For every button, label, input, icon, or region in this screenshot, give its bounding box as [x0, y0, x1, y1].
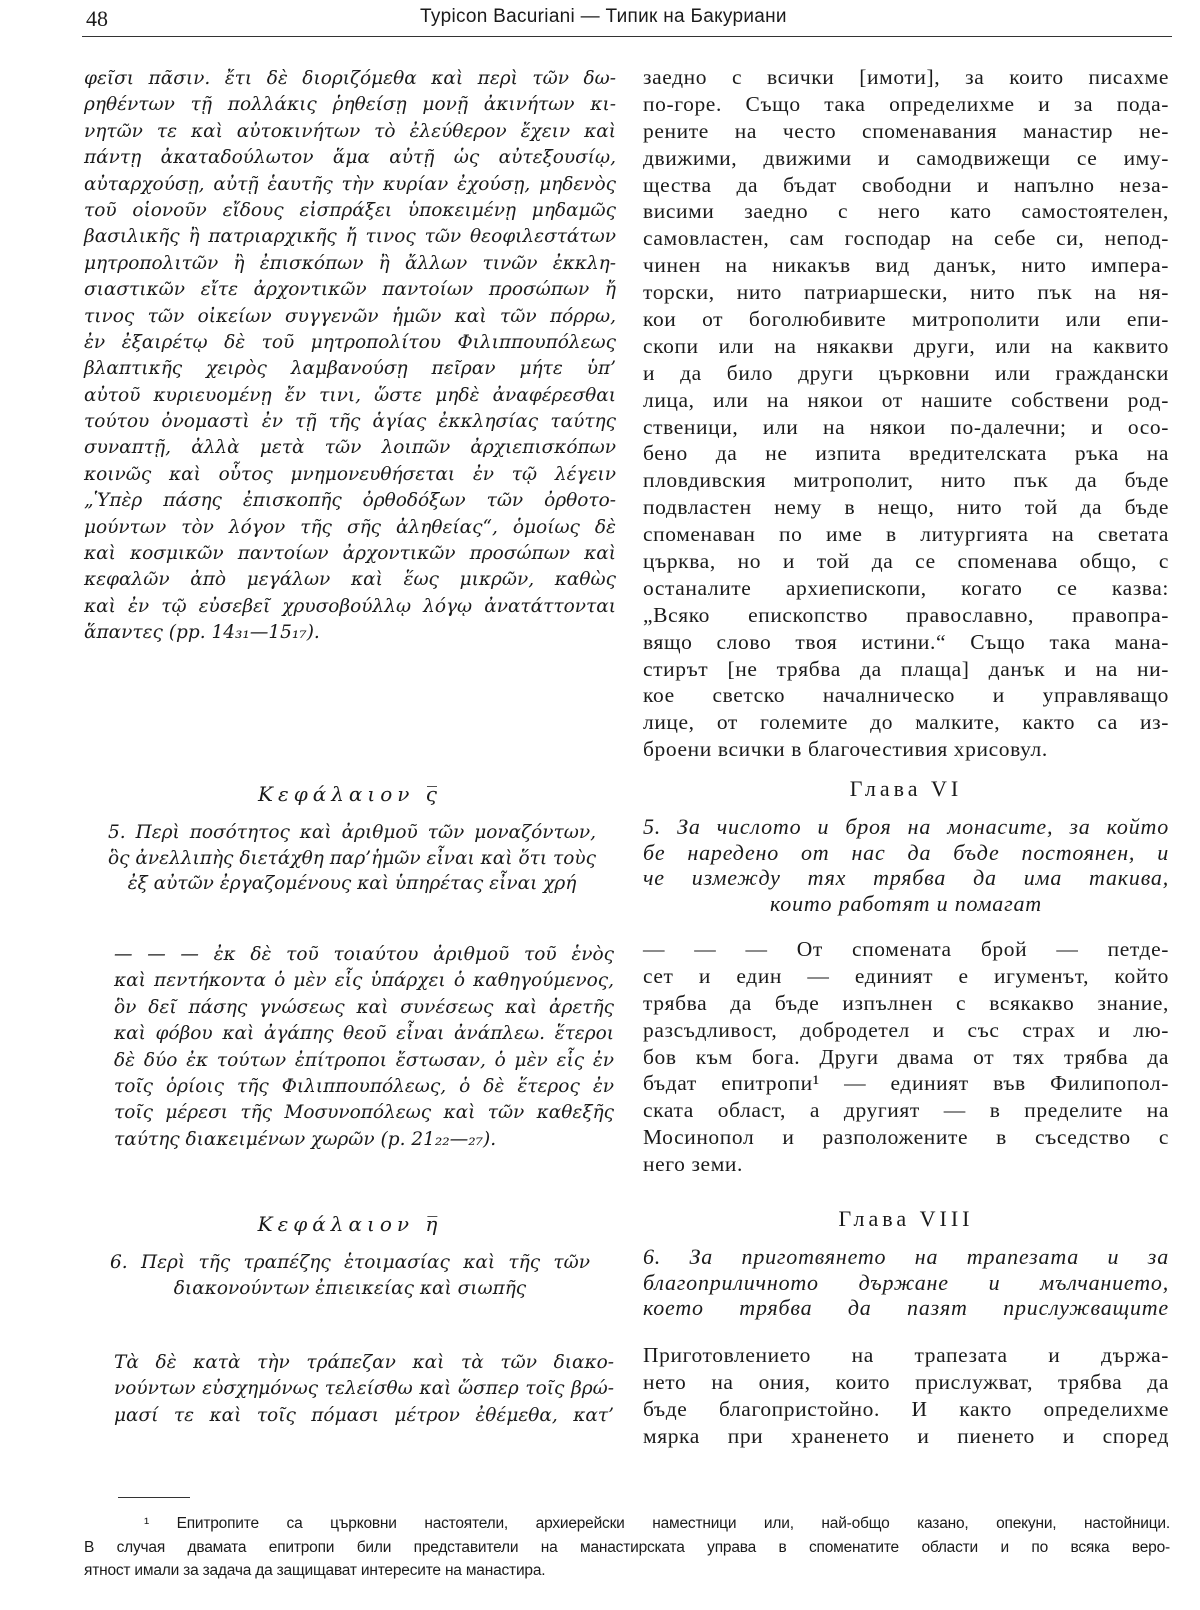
bulgarian-chapter-8-title — [643, 1244, 1169, 1321]
text-line: τοῖς μέρεσι τῆς Μοσυνοπόλεως καὶ τῶν καθεξῆς — [114, 1102, 614, 1124]
text-line: торски, нито патриаршески, нито пък на ня- — [643, 280, 1169, 305]
text-line: ἐξ αὐτῶν ἐργαζομένους καὶ ὑπηρέτας εἶναι χρή — [127, 873, 577, 894]
text-line: че измежду тях трябва да има такива, — [643, 865, 1169, 890]
text-line: μητροπολιτῶν ἢ ἐπισκόπων ἢ ἄλλων τινῶν ἐκκλη- — [84, 252, 616, 274]
text-line: νούντων εὐσχημόνως τελείσθω καὶ ὥσπερ τοῖς βρώ- — [114, 1378, 614, 1400]
text-line: ταύτης διακειμένων χωρῶν (p. 21₂₂—₂₇). — [114, 1128, 497, 1150]
text-line: и да било други църковни или граждански — [643, 360, 1169, 385]
text-line: останалите архиепископи, когато се казва: — [643, 575, 1169, 600]
text-line: πάντῃ ἀκαταδούλωτον ἅμα αὐτῇ ὡς αὐτεξουσίῳ, — [84, 147, 616, 169]
text-line: разсъдливост, добродетел и със страх и лю- — [643, 1017, 1169, 1042]
text-line: което трябва да пазят прислужващите — [643, 1295, 1169, 1320]
text-line: διακονούντων ἐπιεικείας καὶ σιωπῆς — [173, 1277, 527, 1299]
text-line: подвластен нему в нещо, нито той да бъде — [643, 495, 1169, 520]
text-line: τοῖς ὁρίοις τῆς Φιλιππουπόλεως, ὁ δὲ ἕτερος ἐν — [114, 1075, 614, 1097]
text-line: ятност имали за задача да защищават интересите на манастира. — [84, 1562, 546, 1579]
text-line: В случая двамата епитропи били представители на манастирската управа в споменатите области и по всяка веро- — [84, 1538, 1170, 1556]
text-line: κεφαλῶν ἀπὸ μεγάλων καὶ ἕως μικρῶν, καθὼς — [84, 569, 616, 591]
text-line: които работят и помагат — [770, 890, 1042, 916]
text-line: καὶ πεντήκοντα ὁ μὲν εἷς ὑπάρχει ὁ καθηγούμενος, — [114, 970, 614, 992]
text-line: καὶ φόβου καὶ ἀγάπης θεοῦ εἶναι ἀνάπλεω. ἕτεροι — [114, 1023, 614, 1045]
text-line: μούντων τὸν λόγον τῆς σῆς ἀληθείας“, ὁμοίως δὲ — [84, 516, 616, 538]
text-line: скопи или на някакви други, или на каквито — [643, 333, 1169, 358]
text-line: лице, от големите до малките, както са из- — [643, 710, 1169, 735]
bulgarian-chapter-6-heading: Глава VI — [849, 776, 963, 801]
text-line: Приготовлението на трапезата и държа- — [643, 1343, 1169, 1367]
text-line: самовластен, сам господар на себе си, непод- — [643, 226, 1169, 251]
greek-paragraph-1 — [84, 66, 616, 647]
text-line: Τὰ δὲ κατὰ τὴν τράπεζαν καὶ τὰ τῶν διακο- — [114, 1352, 614, 1373]
text-line: църква, но и той да се споменава общо, с — [643, 549, 1169, 574]
text-line: 6. Περὶ τῆς τραπέζης ἑτοιμασίας καὶ τῆς τῶν — [110, 1252, 590, 1273]
text-line: ἐν ἐξαιρέτῳ δὲ τοῦ μητροπολίτου Φιλιππουπόλεως — [84, 331, 616, 353]
text-line: трябва да бъде изпълнен с всякакво знание, — [643, 990, 1169, 1015]
text-line: щества да бъдат свободни и напълно неза- — [643, 172, 1169, 197]
text-line: стирът [не трябва да плаща] данък и на ни- — [643, 656, 1169, 681]
text-line: броени всички в благочестивия хрисовул. — [643, 737, 1048, 762]
greek-chapter-6-heading: Κεφάλαιον ς̅ — [258, 782, 442, 806]
text-line: 6. За приготвянето на трапезата и за — [643, 1244, 1169, 1269]
text-line: ¹ Епитропите са църковни настоятели, архиерейски наместници или, най-общо казано, опекуни, настойници. — [144, 1515, 1170, 1532]
text-line: αὐταρχούσῃ, αὐτῇ ἑαυτῆς τὴν κυρίαν ἐχούσῃ, μηδενὸς — [84, 173, 616, 195]
text-line: рените на често споменавания манастир не- — [643, 118, 1169, 143]
greek-paragraph-3 — [114, 1350, 614, 1429]
text-line: φεῖσι πᾶσιν. ἔτι δὲ διοριζόμεθα καὶ περὶ τῶν δω- — [84, 68, 616, 89]
text-line: τοῦ οἱονοῦν εἴδους εἰσπράξει ὑποκειμένῃ μηδαμῶς — [84, 199, 616, 221]
text-line: чинен на никакъв вид данък, нито импера- — [643, 253, 1169, 278]
bulgarian-paragraph-2 — [643, 936, 1169, 1178]
text-line: — — — От спомената брой — петде- — [643, 937, 1169, 961]
greek-chapter-8-heading: Κεφάλαιον η̅ — [257, 1212, 443, 1236]
text-line: бъде благопристойно. И както определихме — [643, 1396, 1169, 1421]
text-line: Мосинопол и разположените в съседство с — [643, 1125, 1169, 1150]
text-line: καὶ κοσμικῶν παντοίων ἀρχοντικῶν προσώπων καὶ — [84, 543, 616, 565]
bulgarian-paragraph-1 — [643, 64, 1169, 763]
text-line: βλαπτικῆς χειρὸς λαμβανούσῃ πεῖραν μήτε ὑπ’ — [84, 358, 616, 380]
text-line: висими заедно с него като самостоятелен, — [643, 199, 1169, 224]
text-line: τούτου ὀνομαστὶ ἐν τῇ τῆς ἁγίας ἐκκλησίας ταύτης — [84, 411, 616, 433]
footnote — [84, 1512, 1170, 1583]
text-line: мярка при храненето и пиенето и според — [643, 1423, 1169, 1448]
text-line: бе наредено от нас да бъде постоянен, и — [643, 839, 1169, 865]
text-line: ὃν δεῖ πάσης γνώσεως καὶ συνέσεως καὶ ἀρετῆς — [114, 996, 614, 1018]
text-line: пловдивския митрополит, нито пък да бъде — [643, 468, 1169, 493]
text-line: συναπτῇ, ἀλλὰ μετὰ τῶν λοιπῶν ἀρχιεπισκόπων — [84, 437, 616, 459]
text-line: βασιλικῆς ἢ πατριαρχικῆς ἤ τινος τῶν θεοφιλεστάτων — [84, 226, 616, 248]
text-line: „Всяко епископство православно, правопра- — [643, 602, 1169, 627]
text-line: μασί τε καὶ τοῖς πόμασι μέτρον ἐθέμεθα, κατ’ — [114, 1404, 614, 1426]
text-line: по-горе. Също така определихме и за пода- — [643, 91, 1169, 116]
text-line: него земи. — [643, 1152, 743, 1177]
text-line: ὃς ἀνελλιπὴς διετάχθη παρ’ἡμῶν εἶναι καὶ ὅτι τοὺς — [108, 847, 596, 869]
text-line: заедно с всички [имоти], за които писахме — [643, 65, 1169, 89]
text-line: τινος τῶν οἰκείων συγγενῶν ἡμῶν καὶ τῶν πόρρω, — [84, 305, 616, 327]
text-line: ственици, или на някои по-далечни; и осо- — [643, 414, 1169, 439]
text-line: кое светско началническо и управляващо — [643, 683, 1169, 708]
bulgarian-chapter-8-heading: Глава VIII — [838, 1206, 974, 1231]
text-line: благоприличното държане и мълчанието, — [643, 1269, 1169, 1295]
text-line: σιαστικῶν εἴτε ἀρχοντικῶν παντοίων προσώπων ἤ — [84, 279, 616, 301]
text-line: споменаван по име в литургията на светата — [643, 522, 1169, 547]
text-line: вящо слово твоя истини.“ Също така мана- — [643, 629, 1169, 654]
text-line: лица, или на някои от нашите собствени род- — [643, 387, 1169, 412]
bulgarian-chapter-6-title — [643, 814, 1169, 916]
text-line: — — — ἐκ δὲ τοῦ τοιαύτου ἀριθμοῦ τοῦ ἑνὸς — [114, 944, 614, 965]
text-line: ἅπαντες (pp. 14₃₁—15₁₇). — [84, 622, 320, 644]
page-number: 48 — [86, 6, 108, 31]
greek-chapter-8-title — [110, 1250, 590, 1301]
text-line: νητῶν τε καὶ αὐτοκινήτων τὸ ἐλεύθερον ἔχειν καὶ — [84, 120, 616, 142]
running-title: Typicon Bacuriani — Типик на Бакуриани — [420, 6, 787, 27]
text-line: нето на ония, които прислужват, трябва да — [643, 1369, 1169, 1394]
greek-chapter-6-title — [108, 820, 596, 897]
text-line: ρηθέντων τῇ πολλάκις ῥηθείσῃ μονῇ ἀκινήτων κι- — [84, 94, 616, 116]
text-line: кои от боголюбивите митрополити или епи- — [643, 307, 1169, 332]
text-line: αὐτοῦ κυριευομένῃ ἔν τινι, ὥστε μηδὲ ἀναφέρεσθαι — [84, 384, 616, 406]
header-rule — [82, 36, 1172, 37]
text-line: 5. За числото и броя на монасите, за който — [643, 814, 1169, 839]
text-line: бов към бога. Други двама от тях трябва да — [643, 1044, 1169, 1069]
text-line: движими, движими и самодвижещи се иму- — [643, 145, 1169, 170]
text-line: καὶ ἐν τῷ εὐσεβεῖ χρυσοβούλλῳ λόγῳ ἀνατάττονται — [84, 595, 616, 617]
bulgarian-paragraph-3 — [643, 1342, 1169, 1450]
greek-paragraph-2 — [114, 942, 614, 1153]
text-line: бено да не изпита вредителската ръка на — [643, 441, 1169, 466]
text-line: κοινῶς καὶ οὗτος μνημονευθήσεται ἐν τῷ λέγειν — [84, 463, 616, 485]
text-line: „Ὑπὲρ πάσης ἐπισκοπῆς ὀρθοδόξων τῶν ὀρθοτο- — [84, 490, 616, 512]
text-line: ската област, а другият — в пределите на — [643, 1098, 1169, 1123]
text-line: 5. Περὶ ποσότητος καὶ ἀριθμοῦ τῶν μοναζόντων, — [108, 822, 596, 843]
footnote-rule — [118, 1497, 190, 1498]
text-line: бъдат епитропи¹ — единият във Филипопол- — [643, 1071, 1169, 1096]
text-line: сет и един — единият е игуменът, който — [643, 963, 1169, 988]
text-line: δὲ δύο ἐκ τούτων ἐπίτροποι ἔστωσαν, ὁ μὲν εἷς ἐν — [114, 1049, 614, 1071]
